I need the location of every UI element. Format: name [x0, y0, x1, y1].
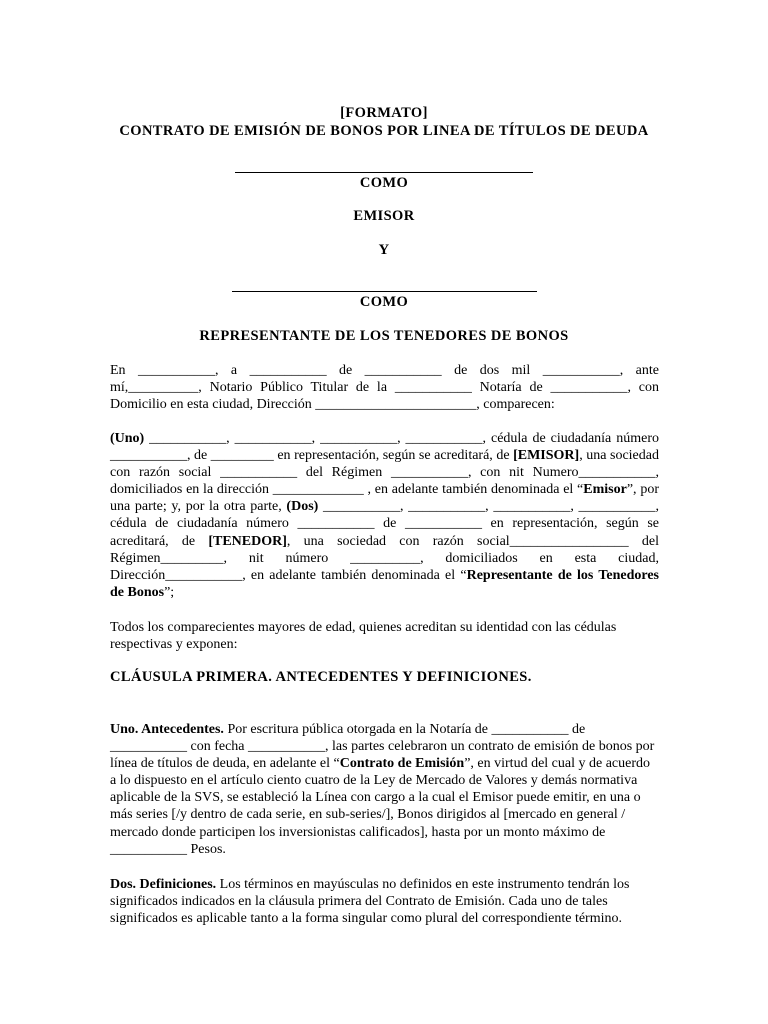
- antecedentes-label: Uno. Antecedentes.: [110, 722, 224, 737]
- emisor-defined-term: Emisor: [583, 482, 627, 498]
- definiciones-text: Los términos en mayúsculas no definidos en este instrumento tendrán los significados indicados en la cláusula primera del Contrato de Emisión. Cada uno de tales significados es aplicable tanto a la forma singular como plural del correspondiente término.: [110, 877, 630, 927]
- emisor-bracket: [EMISOR]: [513, 448, 580, 464]
- representante-label: REPRESENTANTE DE LOS TENEDORES DE BONOS: [199, 328, 569, 344]
- partes-text-4: ___________, ___________, ___________, ___________, cédula de ciudadanía número ___________ de ___________ en representación, según se acreditará, de: [110, 499, 660, 549]
- partes-text-6: ”;: [164, 584, 175, 600]
- signature-line-emisor: [235, 172, 533, 173]
- partes-text-5: , una sociedad con razón social_________________ del Régimen_________, nit número __________, domiciliados en esta ciudad, Dirección___________, en adelante también denominada el “: [110, 533, 659, 583]
- format-label: [FORMATO]: [340, 105, 428, 121]
- uno-party-label: (Uno): [110, 431, 145, 446]
- partes-text-1: ___________, ___________, ___________, ___________, cédula de ciudadanía número ___________, de _________ en representación, según se acreditará, de: [110, 431, 659, 464]
- tenedor-bracket: [TENEDOR]: [208, 533, 287, 549]
- partes-text-3: ”, por una parte; y, por la otra parte,: [110, 482, 659, 515]
- como-label-1: COMO: [359, 175, 409, 191]
- dos-party-label: (Dos): [286, 499, 319, 515]
- comparecencia-paragraph: En ___________, a ___________ de ___________ de dos mil ___________, ante mí,__________, Notario Público Titular de la ___________ Notaría de ___________, con Domicilio en esta ciudad, Dirección _______________________, comparecen:: [110, 363, 659, 413]
- como-label-2: COMO: [359, 294, 409, 310]
- representante-defined-term: Representante de los Tenedores de Bonos: [110, 567, 659, 600]
- definiciones-paragraph: [110, 876, 659, 927]
- definiciones-label: Dos. Definiciones.: [110, 877, 217, 892]
- contrato-defined-term: Contrato de Emisión: [339, 756, 465, 772]
- emisor-label: EMISOR: [353, 208, 415, 224]
- partes-paragraph: [110, 430, 659, 601]
- partes-text-2: , una sociedad con razón social ___________ del Régimen ___________, con nit Numero___________, domiciliados en la dirección _____________ , en adelante también denominada el “: [110, 448, 659, 498]
- antecedentes-paragraph: [110, 721, 659, 858]
- comparecientes-paragraph: Todos los comparecientes mayores de edad, quienes acreditan su identidad con las cédulas respectivas y exponen:: [110, 620, 617, 653]
- document-title: CONTRATO DE EMISIÓN DE BONOS POR LINEA DE TÍTULOS DE DEUDA: [119, 123, 649, 139]
- y-label: Y: [378, 242, 390, 258]
- signature-line-representante: [232, 291, 537, 292]
- antecedentes-text-2: ”, en virtud del cual y de acuerdo a lo dispuesto en el artículo ciento cuatro de la Ley de Mercado de Valores y demás normativa aplicable de la SVS, se estableció la Línea con cargo a la cual el Emisor puede emitir, en una o más series [/y dentro de cada serie, en sub-series/], Bonos dirigidos al [mercado en general / mercado donde participen los inversionistas calificados], hasta por un monto máximo de ___________ Pesos.: [110, 756, 651, 857]
- clausula-primera-heading: CLÁUSULA PRIMERA. ANTECEDENTES Y DEFINICIONES.: [110, 669, 532, 685]
- antecedentes-text-1: Por escritura pública otorgada en la Notaría de ___________ de ___________ con fecha ___________, las partes celebraron un contrato de emisión de bonos por línea de títulos de deuda, en adelante el “: [110, 722, 655, 772]
